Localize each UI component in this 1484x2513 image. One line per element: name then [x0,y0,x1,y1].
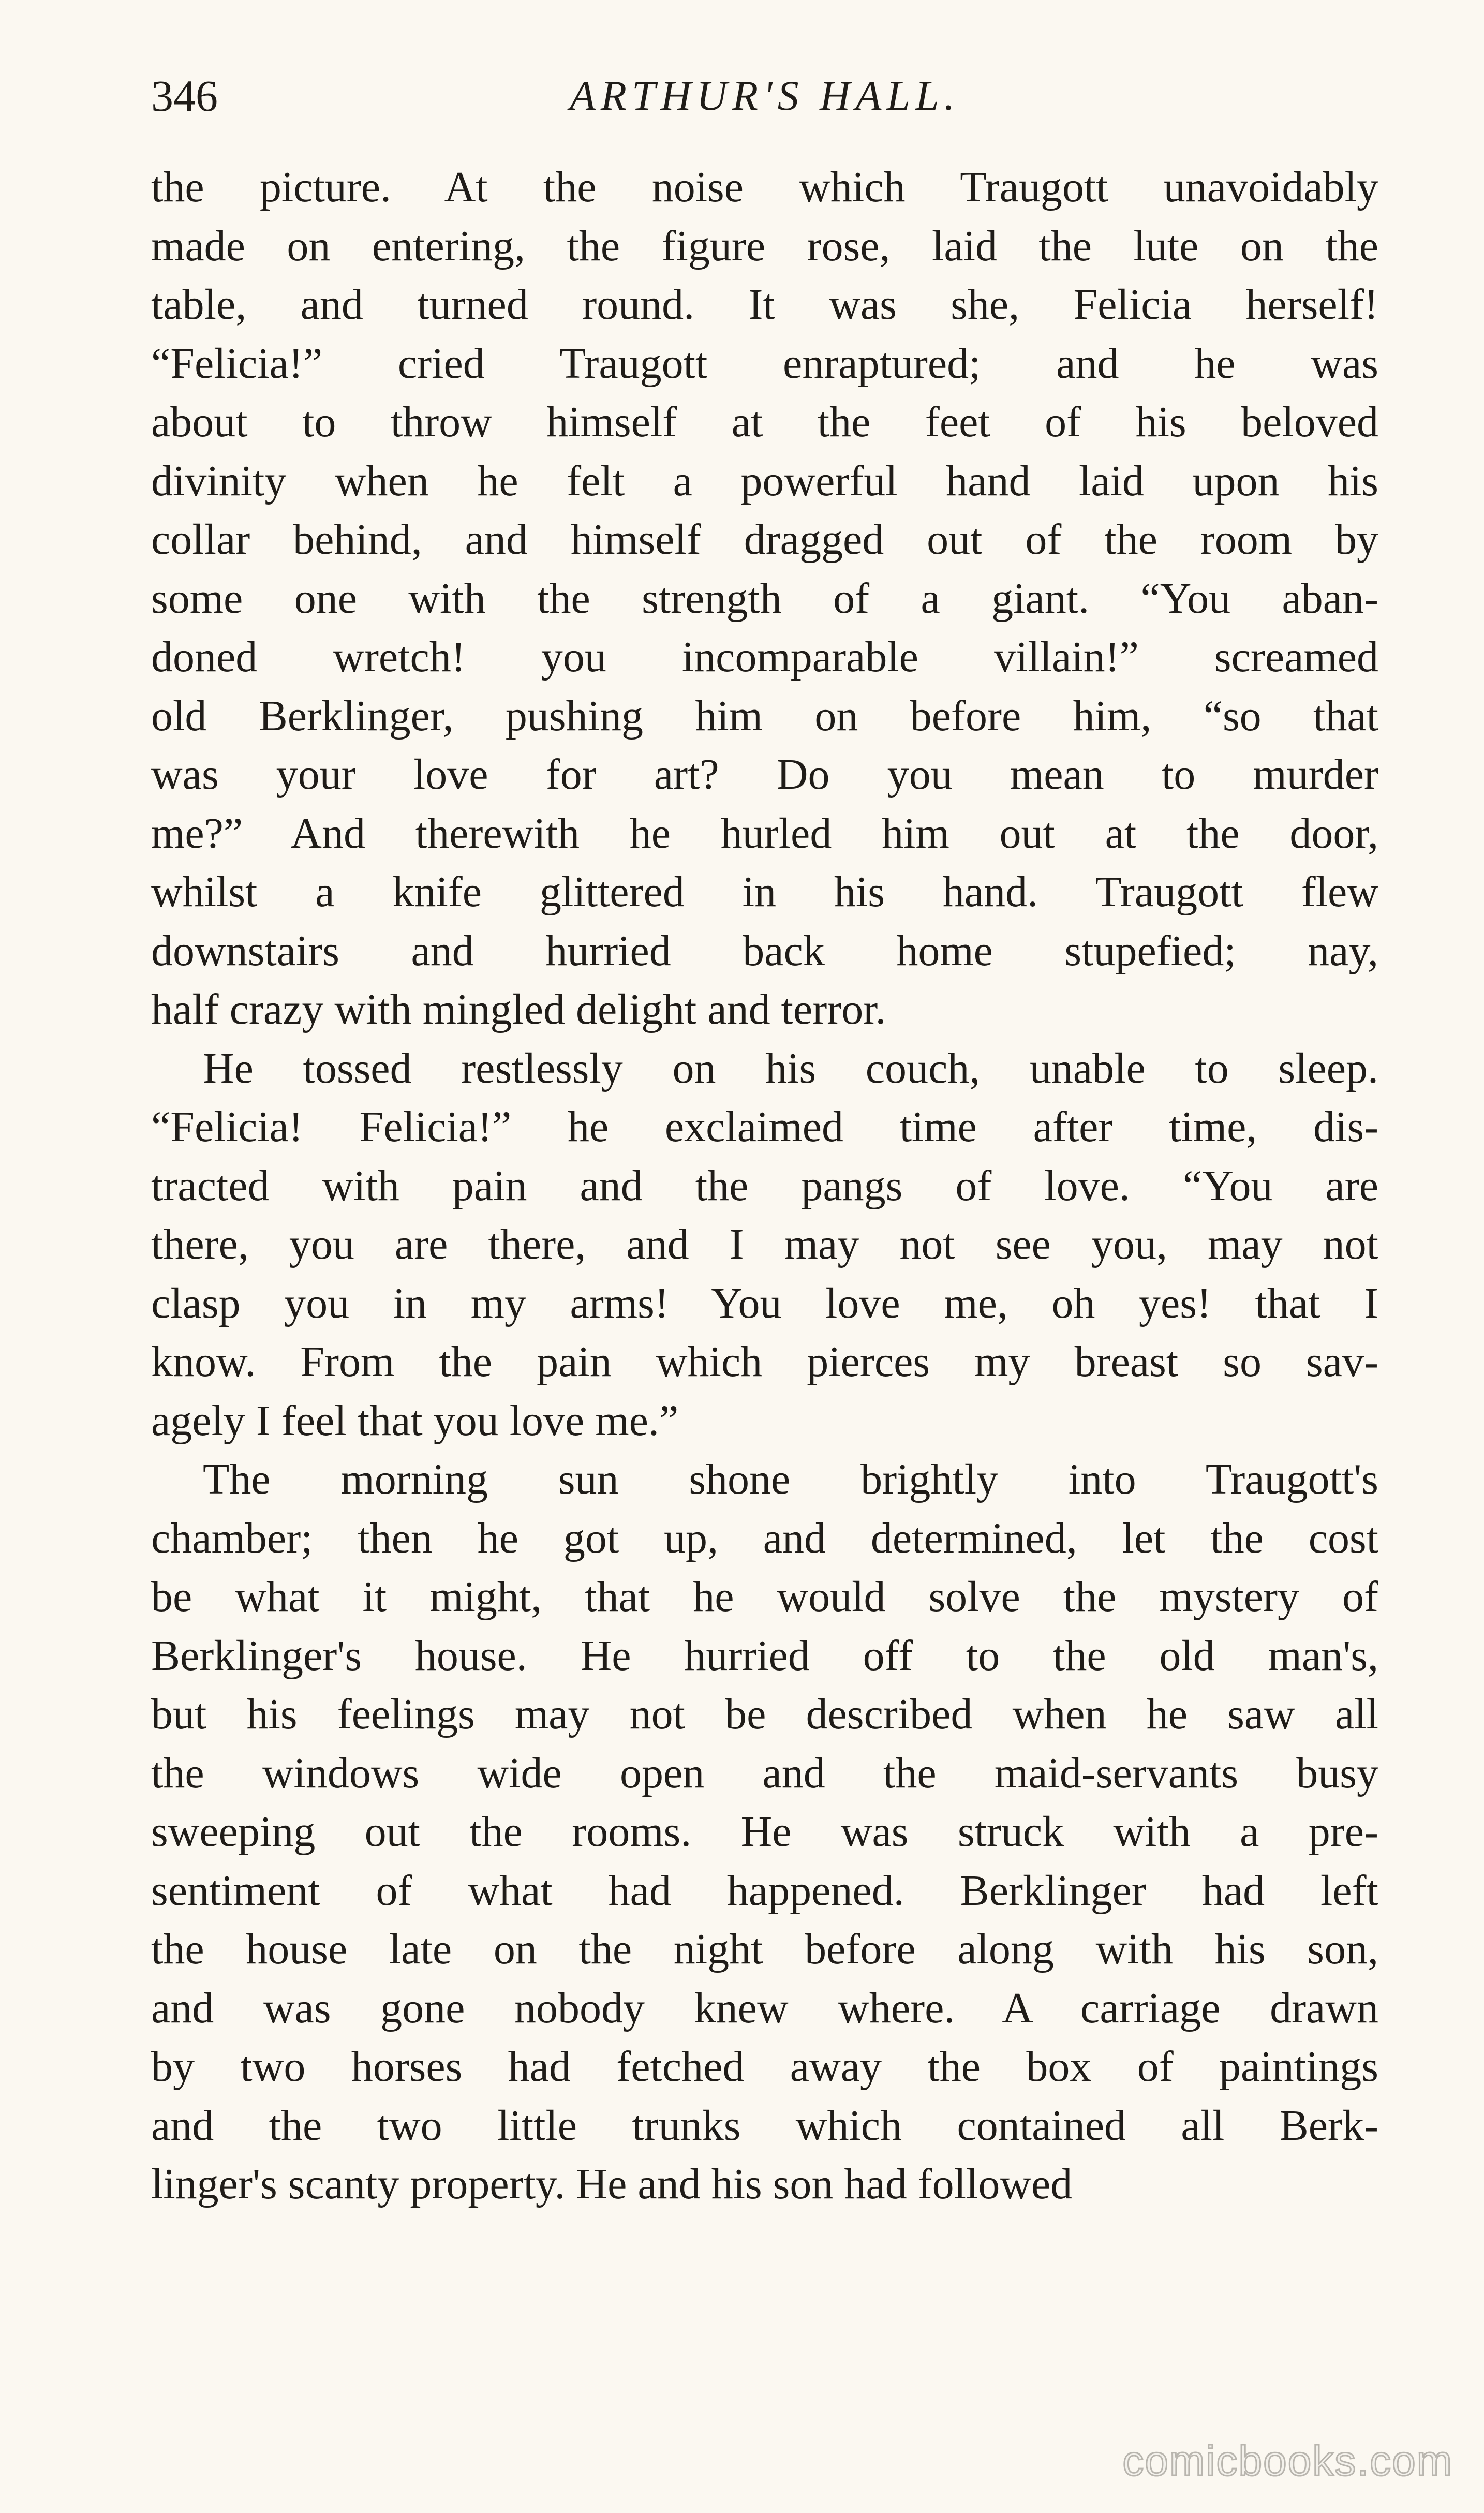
text-line: agely I feel that you love me.” [151,1396,679,1445]
text-line: collar behind, and himself dragged out of the room by [151,515,1378,564]
running-title: ARTHUR'S HALL. [569,72,960,119]
paragraph [151,1039,1378,1451]
page-number: 346 [151,71,218,121]
text-line: but his feelings may not be described when he saw all [151,1690,1378,1738]
text-line: the picture. At the noise which Traugott unavoidably [151,163,1378,211]
text-line: the windows wide open and the maid-servants busy [151,1749,1378,1797]
text-line: about to throw himself at the feet of his beloved [151,398,1378,446]
text-line: “Felicia!” cried Traugott enraptured; and he was [151,339,1378,388]
text-line: tracted with pain and the pangs of love. “You are [151,1161,1378,1210]
text-line: there, you are there, and I may not see you, may not [151,1220,1378,1268]
text-line: old Berklinger, pushing him on before him, “so that [151,691,1378,740]
text-line: and the two little trunks which contained all Berk- [151,2101,1378,2150]
text-line: was your love for art? Do you mean to murder [151,750,1378,799]
text-line: He tossed restlessly on his couch, unable to sleep. [203,1044,1378,1092]
text-line: table, and turned round. It was she, Felicia herself! [151,280,1378,329]
text-line: linger's scanty property. He and his son had followed [151,2160,1073,2208]
text-line: sweeping out the rooms. He was struck with a pre- [151,1808,1378,1856]
text-line: “Felicia! Felicia!” he exclaimed time after time, dis- [151,1103,1378,1151]
text-line: Berklinger's house. He hurried off to the old man's, [151,1631,1378,1680]
text-line: chamber; then he got up, and determined, let the cost [151,1514,1378,1562]
watermark: comicbooks.com [1122,2437,1453,2485]
text-line: divinity when he felt a powerful hand laid upon his [151,456,1378,505]
text-line: me?” And therewith he hurled him out at the door, [151,809,1378,858]
paragraph [151,158,1378,1039]
text-line: sentiment of what had happened. Berklinger had left [151,1866,1378,1915]
text-line: downstairs and hurried back home stupefied; nay, [151,926,1378,975]
text-line: by two horses had fetched away the box of paintings [151,2043,1378,2091]
body-text [151,158,1378,2214]
text-line: half crazy with mingled delight and terror. [151,985,886,1033]
text-line: know. From the pain which pierces my breast so sav- [151,1338,1378,1386]
text-line: doned wretch! you incomparable villain!” screamed [151,633,1378,681]
text-line: whilst a knife glittered in his hand. Traugott flew [151,868,1378,916]
text-line: clasp you in my arms! You love me, oh yes! that I [151,1279,1378,1327]
running-head [151,62,1378,129]
text-line: and was gone nobody knew where. A carriage drawn [151,1984,1378,2032]
text-line: some one with the strength of a giant. “You aban- [151,574,1378,623]
paragraph [151,1450,1378,2214]
text-line: the house late on the night before along with his son, [151,1925,1378,1973]
text-line: The morning sun shone brightly into Traugott's [203,1455,1378,1503]
text-line: made on entering, the figure rose, laid the lute on the [151,221,1378,270]
text-line: be what it might, that he would solve the mystery of [151,1573,1378,1621]
